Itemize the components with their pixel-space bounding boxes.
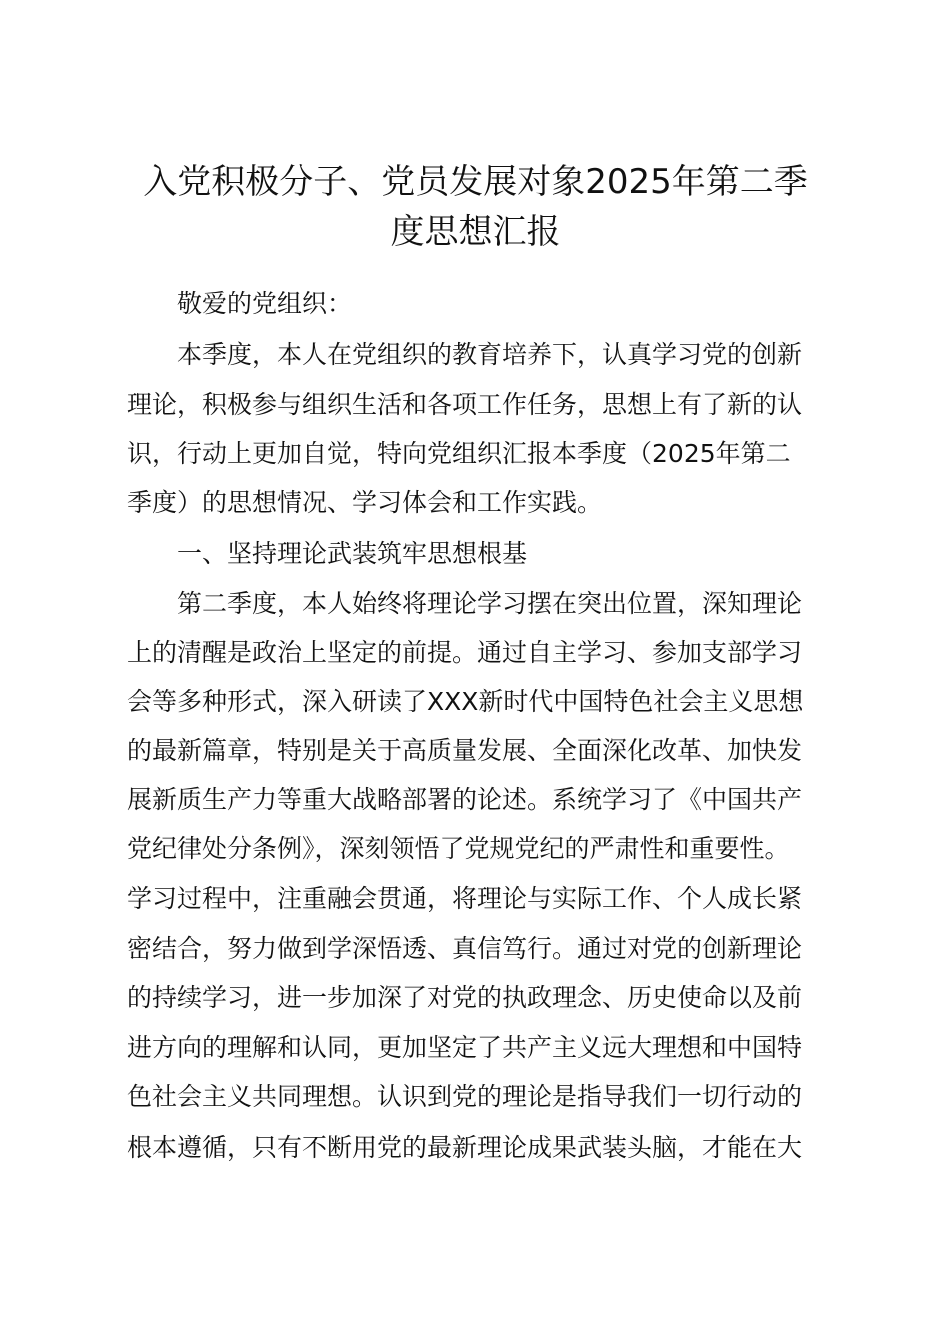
paragraph-2-line: 密结合，努力做到学深悟透、真信笃行。通过对党的创新理论 [127, 934, 803, 963]
document-title [118, 157, 833, 257]
paragraph-2-line: 上的清醒是政治上坚定的前提。通过自主学习、参加支部学习 [127, 638, 803, 667]
paragraph-2-line: 进方向的理解和认同，更加坚定了共产主义远大理想和中国特 [127, 1033, 803, 1062]
section-heading-1: 一、坚持理论武装筑牢思想根基 [177, 539, 528, 568]
paragraph-2-line: 的最新篇章，特别是关于高质量发展、全面深化改革、加快发 [127, 736, 803, 765]
paragraph-2-line: 会等多种形式，深入研读了XXX新时代中国特色社会主义思想 [127, 687, 804, 716]
paragraph-1-line: 理论，积极参与组织生活和各项工作任务，思想上有了新的认 [127, 390, 803, 419]
paragraph-2-line: 色社会主义共同理想。认识到党的理论是指导我们一切行动的 [127, 1082, 803, 1111]
title-line-1: 入党积极分子、党员发展对象2025年第二季 [143, 162, 808, 202]
title-line-2: 度思想汇报 [390, 212, 561, 252]
paragraph-2-line: 根本遵循，只有不断用党的最新理论成果武装头脑，才能在大 [127, 1133, 803, 1162]
paragraph-2-line: 的持续学习，进一步加深了对党的执政理念、历史使命以及前 [127, 983, 803, 1012]
paragraph-2-line: 展新质生产力等重大战略部署的论述。系统学习了《中国共产 [127, 785, 803, 814]
paragraph-2-line: 党纪律处分条例》，深刻领悟了党规党纪的严肃性和重要性。 [127, 834, 790, 863]
paragraph-1-line: 本季度，本人在党组织的教育培养下，认真学习党的创新 [177, 340, 803, 369]
paragraph-2-line: 学习过程中，注重融会贯通，将理论与实际工作、个人成长紧 [127, 884, 803, 913]
paragraph-1-line: 季度）的思想情况、学习体会和工作实践。 [127, 488, 603, 517]
paragraph-2-line: 第二季度，本人始终将理论学习摆在突出位置，深知理论 [177, 589, 803, 618]
salutation: 敬爱的党组织： [177, 289, 353, 318]
paragraph-1-line: 识，行动上更加自觉，特向党组织汇报本季度（2025年第二 [127, 439, 791, 468]
